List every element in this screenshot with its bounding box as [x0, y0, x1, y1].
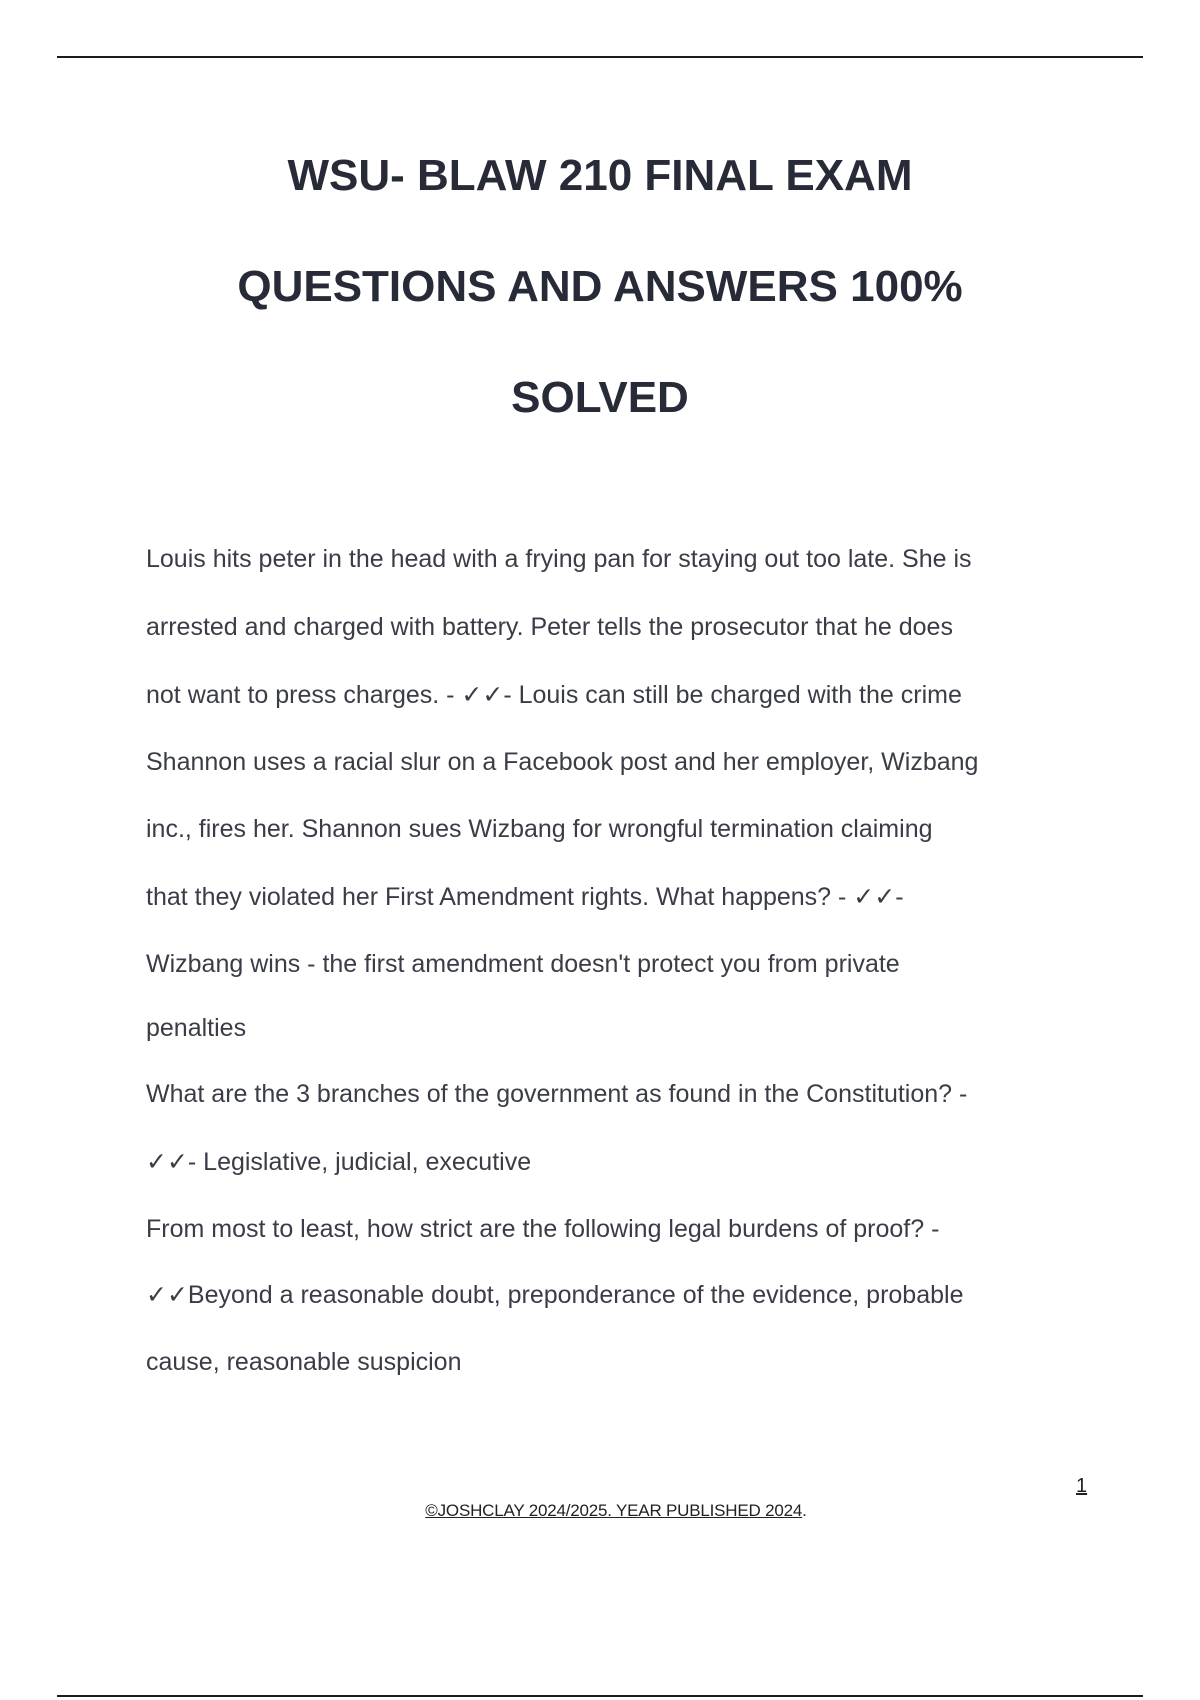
- body-line: penalties: [146, 1014, 247, 1042]
- bottom-rule: [57, 1695, 1143, 1697]
- body-line: Shannon uses a racial slur on a Facebook post and her employer, Wizbang: [146, 748, 979, 776]
- body-line: that they violated her First Amendment rights. What happens? - ✓✓-: [146, 883, 904, 911]
- document-title: [100, 120, 1100, 453]
- copyright-text: ©JOSHCLAY 2024/2025. YEAR PUBLISHED 2024: [425, 1501, 803, 1520]
- page-number: 1: [1076, 1475, 1088, 1497]
- body-line: What are the 3 branches of the government as found in the Constitution? -: [146, 1080, 968, 1108]
- copyright-period: .: [802, 1501, 807, 1520]
- body-line: From most to least, how strict are the following legal burdens of proof? -: [146, 1215, 940, 1243]
- copyright-footer: [0, 1501, 1200, 1521]
- title-line-2: QUESTIONS AND ANSWERS 100%: [237, 262, 963, 311]
- body-line: arrested and charged with battery. Peter tells the prosecutor that he does: [146, 613, 953, 641]
- body-line: Wizbang wins - the first amendment doesn't protect you from private: [146, 950, 900, 978]
- top-rule: [57, 56, 1143, 58]
- title-line-3: SOLVED: [511, 373, 689, 422]
- body-line: cause, reasonable suspicion: [146, 1348, 462, 1376]
- body-line: ✓✓- Legislative, judicial, executive: [146, 1148, 532, 1176]
- body-line: inc., fires her. Shannon sues Wizbang for wrongful termination claiming: [146, 815, 933, 843]
- title-line-1: WSU- BLAW 210 FINAL EXAM: [287, 151, 913, 200]
- body-line: not want to press charges. - ✓✓- Louis can still be charged with the crime: [146, 681, 962, 709]
- body-line: ✓✓Beyond a reasonable doubt, preponderance of the evidence, probable: [146, 1281, 964, 1309]
- question-answer-body: [146, 525, 1096, 1396]
- body-line: Louis hits peter in the head with a frying pan for staying out too late. She is: [146, 545, 972, 573]
